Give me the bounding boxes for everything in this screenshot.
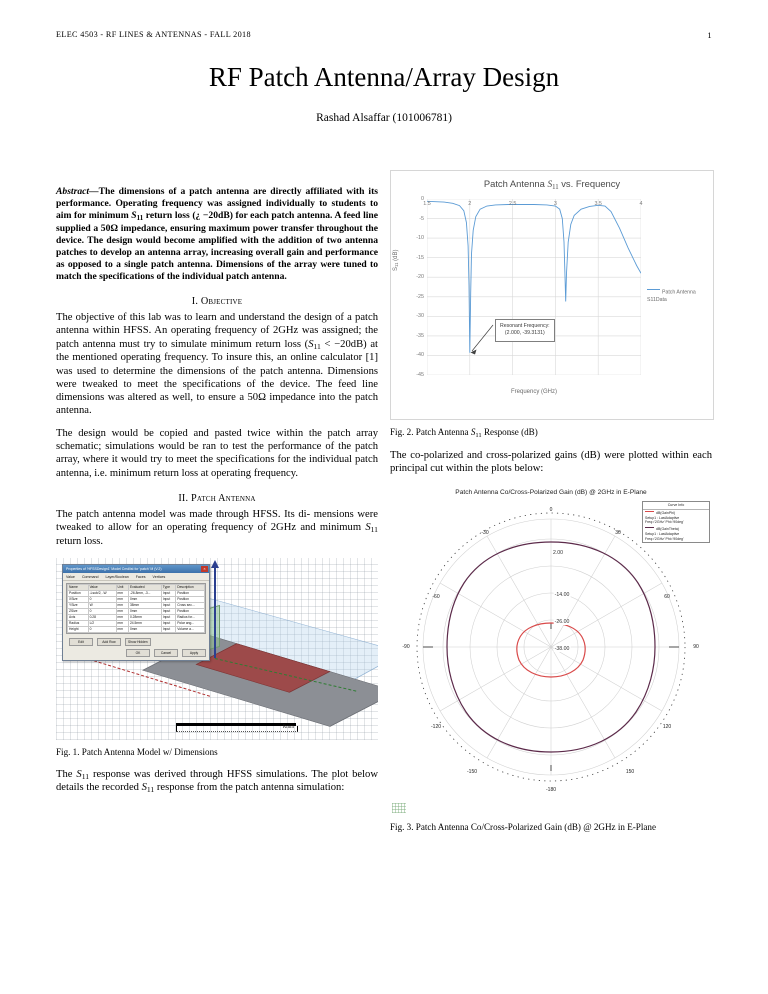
cell-unit: mm [116,621,128,627]
dialog-secondary-buttons [63,636,209,647]
right-column [390,170,712,842]
x-tick-2: 2.5 [508,201,517,207]
dialog-title-text: Properties of 'HFSSDesign1' Model Cmdlist for 'patch' M (V.2) [66,567,162,572]
figure-1-caption-text: Patch Antenna Model w/ Dimensions [81,747,218,758]
cell-type: Input [161,591,175,597]
figure-2-caption-text: Patch Antenna $S_{11}$ Response (dB) [415,427,538,439]
y-tick-7: -35 [416,332,424,339]
cell-evaluated: 0.28mm [128,615,161,621]
figure-2-s11-chart [390,170,714,420]
author-line: Rashad Alsaffar (101006781) [316,112,452,124]
properties-table-element [67,584,205,633]
dialog-tab-strip[interactable] [63,573,209,581]
left-column [56,186,378,804]
polar-radial-label-3: -38.00 [554,645,570,652]
s11-line-plot-svg [427,199,641,375]
polar-angle-0: 0 [549,506,553,513]
cell-evaluated: 0mm [128,609,161,615]
polar-legend-curve-info [642,501,710,544]
cell-description: Volume a... [176,627,205,633]
legend-label: Patch Antenna S11Data [647,289,696,303]
cell-value: 0.28 [88,615,116,621]
polar-angle-90: 90 [693,643,699,650]
cell-description: Position [176,591,205,597]
polar-angle-m120: -120 [430,723,442,730]
cell-value: -Lsub/2, -W [88,591,116,597]
legend-series-name-theta: dB(GainTheta) [656,527,679,532]
scale-bar-unit: Rmm [282,725,294,731]
cell-evaluated: -26.8mm, -3... [128,591,161,597]
section-heading-patch-antenna [56,493,378,504]
figure-1-hfss-model [56,558,378,740]
col-unit: Unit [116,585,128,591]
cell-description: Position [176,597,205,603]
cell-type: Input [161,597,175,603]
polar-radial-label-0: 2.00 [552,549,564,556]
running-head [56,30,712,44]
annotation-arrow-head [471,350,477,355]
hfss-properties-dialog[interactable] [62,564,210,661]
chart-title: Patch Antenna $S_{11}$ vs. Frequency [483,178,621,191]
cell-unit: mm [116,597,128,603]
chart-legend [647,289,709,304]
figure-3-caption [390,822,712,834]
cell-type: Input [161,609,175,615]
polar-angle-60: 60 [664,593,670,600]
legend-series-name-phi: dB(GainPhi) [656,510,676,515]
figure-1-label: Fig. 1. [56,747,80,758]
tab-vertices[interactable]: Vertices [152,575,166,580]
figure-3-caption-text: Patch Antenna Co/Cross-Polarized Gain (dB) @ 2GHz in E-Plane [415,821,657,832]
hfss-watermark-icon [392,803,406,813]
y-tick-2: -10 [416,235,424,242]
cell-type: Input [161,603,175,609]
legend-setup-phi: Setup1 : LastAdaptive [645,515,680,520]
cancel-button[interactable]: Cancel [154,649,178,657]
polar-angle-m90: -90 [402,643,410,650]
page-number: 1 [707,30,712,40]
cell-description: Position [176,609,205,615]
x-tick-1: 2 [468,201,472,207]
scale-bar [176,721,296,731]
col-description: Description [176,585,205,591]
cell-unit: mm [116,591,128,597]
polar-angle-120: 120 [662,723,672,730]
cell-value: 0 [88,627,116,633]
section-title-objective: Objective [200,296,243,308]
annotation-value: (2.000, -39.3131) [504,330,545,337]
cell-name: Position [68,591,89,597]
polar-angle-150: 150 [625,768,635,775]
tab-layer-boolean[interactable]: Layer/Boolean [105,575,129,580]
x-tick-0: 1.5 [423,201,431,207]
chart-x-axis-label: Frequency (GHz) [510,389,557,395]
y-tick-1: -5 [419,215,424,222]
figure-2-caption [390,427,712,440]
cell-evaluated: 38mm [128,603,161,609]
cell-type: Input [161,627,175,633]
polar-angle-m150: -150 [466,768,478,775]
y-tick-8: -40 [416,352,424,359]
chart-vertical-gridlines [427,199,641,375]
col-name: Name [68,585,89,591]
objective-paragraph-1: The objective of this lab was to learn and understand the design of a patch antenna within HFSS. An operating frequency of 2GHz was assigned; the patch antenna must try to simulate minimum return loss $(S_{11} < -20dB)$ at the mentioned operating frequency. To insure this, an online calculator [1] was used to determine the dimensions of the patch antenna. Dimensions were tweaked to meet the specifications of the device. The feed line dimensions was altered as well, to ensure a 50Ω impedance into the patch antenna. [56,312,379,417]
y-tick-0: 0 [421,196,424,202]
cell-description: Polar ang... [176,621,205,627]
polar-angle-m30: -30 [481,529,489,536]
x-tick-5: 4 [639,201,643,207]
cell-type: Input [161,621,175,627]
legend-entry-gain-theta [643,526,709,542]
y-tick-4: -20 [416,274,424,281]
x-tick-3: 3 [553,201,557,207]
annotation-title: Resonant Frequency: [500,323,550,329]
y-tick-6: -30 [416,313,424,320]
section-heading-objective [56,296,378,307]
properties-table-body [68,591,205,633]
figure-1-caption [56,747,378,759]
polar-angular-spokes [423,519,679,775]
cell-name: Axis [68,615,89,621]
cell-value: 0 [88,609,116,615]
col-type: Type [161,585,175,591]
show-hidden-checkbox[interactable]: Show Hidden [125,638,151,646]
y-tick-5: -25 [416,293,424,300]
figure-3-polar-gain-plot [390,485,712,815]
add-row-button[interactable]: Add Row [97,638,121,646]
scale-bar-ticks [176,726,298,732]
cell-description: Radius for... [176,615,205,621]
tab-command[interactable]: Command [81,575,99,580]
legend-line-swatch-theta [645,527,654,528]
cell-name: XSize [68,597,89,603]
cell-unit: mm [116,603,128,609]
polar-angle-m180: -180 [545,786,557,793]
col-evaluated: Evaluated [128,585,161,591]
ok-button[interactable]: OK [126,649,150,657]
polar-angle-m60: -60 [432,593,440,600]
abstract-lead: Abstract— [56,186,99,197]
legend-title: Curve Info [643,502,709,510]
edit-button[interactable]: Edit [69,638,93,646]
tab-faces[interactable]: Faces [135,575,146,580]
polar-angle-30: 30 [615,529,621,536]
cell-description: Cross sec... [176,603,205,609]
gains-intro-paragraph: The co-polarized and cross-polarized gains (dB) were plotted within each principal cut within the plots below: [390,450,712,475]
cell-value: W [88,603,116,609]
legend-entry-gain-phi [643,510,709,526]
section-title-patch-antenna: Patch Antenna [191,492,256,504]
legend-sweep-phi: Freq='2GHz' Phi='90deg' [645,520,684,525]
figure-3-label: Fig. 3. [390,821,414,832]
resonant-frequency-annotation [495,319,555,342]
cell-evaluated: 0mm [128,627,161,633]
table-row[interactable] [68,627,205,633]
z-axis-arrow-icon [214,566,216,658]
properties-table[interactable] [66,583,206,634]
cell-type: Input [161,615,175,621]
polar-radial-label-1: -14.00 [554,591,570,598]
y-tick-3: -15 [416,254,424,261]
close-icon[interactable]: × [201,566,208,572]
patch-antenna-paragraph-1: The patch antenna model was made through HFSS. Its di- mensions were tweaked to allow for an operating frequency of 2GHz and minimum $S_{11}$ return loss. [56,508,378,547]
cell-evaluated: 0mm [128,597,161,603]
abstract-paragraph [56,186,378,283]
annotation-leader-line [472,325,493,351]
cell-name: Height [68,627,89,633]
dialog-title-bar[interactable] [63,565,209,573]
cell-evaluated: 24.5mm [128,621,161,627]
legend-setup-theta: Setup1 : LastAdaptive [645,531,680,536]
section-number-objective: I. [191,296,199,308]
apply-button[interactable]: Apply [182,649,206,657]
figure-2-label: Fig. 2. [390,427,414,437]
legend-swatch [647,289,660,290]
col-value: Value [88,585,116,591]
cell-value: 0 [88,597,116,603]
legend-sweep-theta: Freq='2GHz' Phi='90deg' [645,536,684,541]
dialog-primary-buttons [63,647,209,660]
tab-value[interactable]: Value [66,575,75,580]
x-tick-4: 3.5 [594,201,602,207]
running-head-left: ELEC 4503 - RF LINES & ANTENNAS - FALL 2018 [56,30,251,39]
page-title: RF Patch Antenna/Array Design [208,62,560,92]
chart-horizontal-gridlines [427,199,641,375]
cell-unit: mm [116,615,128,621]
chart-y-axis-label: $S_{11}$ (dB) [393,249,400,271]
section-number-patch-antenna: II. [178,492,189,504]
polar-plot-title: Patch Antenna Co/Cross-Polarized Gain (dB) @ 2GHz in E-Plane [455,488,647,496]
chart-plot-area [416,196,643,378]
cell-value: L/2 [88,621,116,627]
cell-unit: mm [116,627,128,633]
abstract-text: The dimensions of a patch antenna are directly affiliated with its performance. Operating frequency was assigned individually to students to aim for minimum $S_{11}$ return loss (¿ −20dB) for each patch antenna. A feed line supplied a 50Ω impedance, ensuring maximum power transfer throughout the device. The design would become amplified with the addition of two antenna patches to develop an antenna array, increasing overall gain and performance as opposed to a single patch antenna. Dimensions of the array were tuned to match the specifications of the individual patch antenna. [56,186,379,283]
cell-name: Radius [68,621,89,627]
polar-radial-label-2: -26.00 [554,618,570,625]
cell-name: ZSize [68,609,89,615]
cell-name: YSize [68,603,89,609]
objective-paragraph-2: The design would be copied and pasted twice within the patch array schematic; simulations would be ran to test the performance of the patch array, where it would try to meet the specifications for the individual patch antenna, i.e. minimum return loss at operating frequency. [56,427,378,479]
cell-unit: mm [116,609,128,615]
legend-line-swatch-phi [645,511,654,512]
patch-antenna-paragraph-2: The $S_{11}$ response was derived through HFSS simulations. The plot below details the recorded $S_{11}$ response from the patch antenna simulation: [56,768,378,795]
y-tick-9: -45 [416,372,424,378]
